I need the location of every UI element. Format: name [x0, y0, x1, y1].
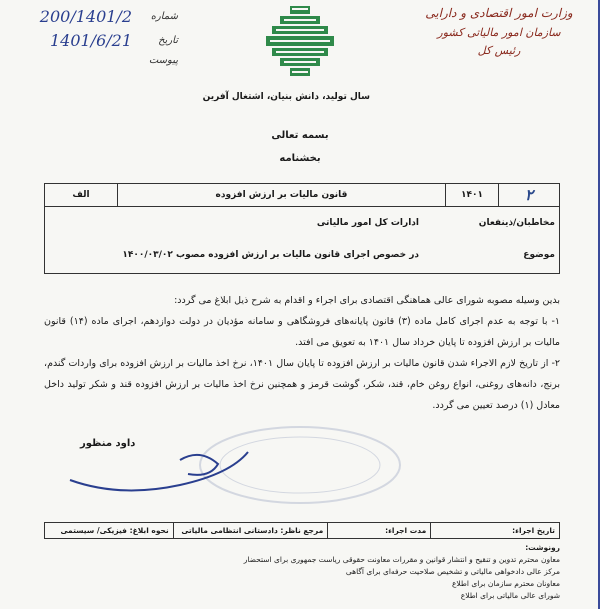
date-row — [8, 30, 178, 50]
date-label: تاریخ — [158, 34, 178, 46]
issue-date-cell: تاریخ اجراء: — [431, 523, 560, 539]
cc-item: مرکز عالی دادخواهی مالیاتی و تشخیص صلاحیت حرفه‌ای برای آگاهی — [345, 567, 560, 576]
bismillah-heading: بسمه تعالی — [271, 130, 329, 141]
subject-value: در خصوص اجرای قانون مالیات بر ارزش افزوده مصوب ۱۴۰۰/۰۳/۰۲ — [122, 250, 419, 260]
signatory-name: داود منظور — [80, 438, 136, 449]
organization-name: سازمان امور مالیاتی کشور — [437, 26, 561, 39]
footer-table — [44, 522, 560, 539]
handwritten-signature — [60, 430, 260, 500]
addressees-row — [45, 214, 559, 238]
ministry-header — [414, 6, 584, 57]
addressees-value: ادارات کل امور مالیاتی — [316, 218, 419, 228]
reference-table — [44, 183, 560, 207]
body-item-2: ۲- از تاریخ لازم الاجراء شدن قانون مالیات بر ارزش افزوده تا پایان سال ۱۴۰۱، نرخ اخذ مالیات بر ارزش افزوده برای واردات گندم، برنج، دانه‌های روغنی، انواع روغن خام، قند، شکر، گوشت قرمز و همچنین نرخ اخذ مالیات بر ارزش افزوده قند و شکر تولید داخل معادل (۱) درصد تعیین می گردد. — [44, 358, 560, 411]
delivery-method-cell: نحوه ابلاغ: فیزیکی/ سیستمی — [45, 523, 174, 539]
circular-body — [44, 290, 560, 416]
tax-organization-emblem-icon — [262, 4, 338, 80]
body-intro: بدین وسیله مصوبه شورای عالی هماهنگی اقتصادی برای اجراء و اقدام به شرح ذیل ابلاغ می گردد: — [174, 295, 560, 306]
cc-item: معاونان محترم سازمان برای اطلاع — [451, 579, 560, 588]
number-row — [8, 6, 178, 26]
date-value: 1401/6/21 — [49, 30, 132, 50]
document-type-heading: بخشنامه — [279, 153, 321, 164]
cc-item: معاون محترم تدوین و تنقیح و انتشار قوانین و مقررات معاونت حقوقی ریاست جمهوری برای استحضار — [243, 555, 560, 564]
addressees-label: مخاطبان/ذینفعان — [478, 218, 555, 228]
subject-label: موضوع — [523, 250, 555, 260]
subject-block — [44, 206, 560, 274]
circular-number: ۲ — [499, 184, 560, 207]
supervisor-cell: مرجع ناظر: دادستانی انتظامی مالیاتی — [173, 523, 328, 539]
attachment-label: پیوست — [148, 54, 178, 66]
validity-cell: مدت اجراء: — [328, 523, 431, 539]
cc-list — [60, 542, 560, 602]
circular-year: ۱۴۰۱ — [446, 184, 499, 207]
head-title: رئیس کل — [477, 44, 521, 57]
number-value: 200/1401/2 — [39, 6, 132, 26]
number-label: شماره — [150, 10, 178, 22]
year-slogan: سال تولید، دانش بنیان، اشتغال آفرین — [202, 92, 370, 102]
subject-row — [45, 246, 559, 270]
law-title: قانون مالیات بر ارزش افزوده — [118, 184, 446, 207]
ministry-name: وزارت امور اقتصادی و دارایی — [425, 6, 573, 20]
letter-meta — [8, 6, 178, 70]
attachment-row — [8, 50, 178, 70]
series-letter: الف — [45, 184, 118, 207]
cc-item: شورای عالی مالیاتی برای اطلاع — [460, 591, 560, 600]
body-item-1: ۱- با توجه به عدم اجرای کامل ماده (۳) قانون پایانه‌های فروشگاهی و سامانه مؤدیان در دولت دوازدهم، اجرای ماده (۱۴) قانون مالیات بر ارزش افزوده تا پایان خرداد سال ۱۴۰۱ به تعویق می افتد. — [44, 316, 560, 348]
cc-title: رونوشت: — [525, 543, 560, 552]
